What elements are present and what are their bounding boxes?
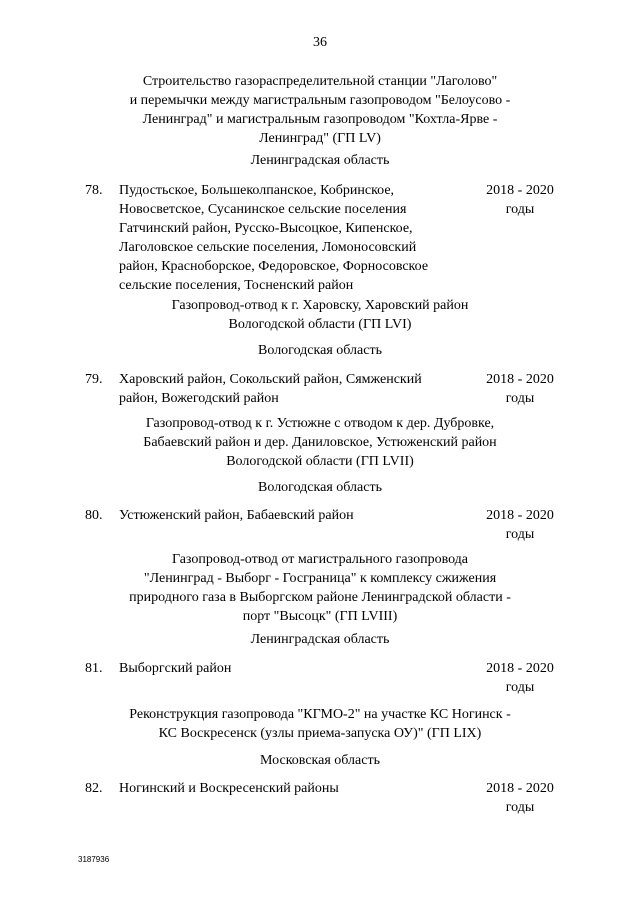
- entry-text-line: Устюженский район, Бабаевский район: [119, 508, 354, 523]
- heading-line: Газопровод-отвод к г. Устюжне с отводом к дер. Дубровке,: [145, 416, 495, 431]
- period-unit: годы: [505, 391, 535, 406]
- entry-number: 79.: [85, 372, 103, 387]
- entry-text: [119, 181, 464, 295]
- region-name: Ленинградская область: [250, 153, 390, 168]
- heading-line: Реконструкция газопровода "КГМО-2" на участке КС Ногинск -: [129, 707, 511, 722]
- entry-text-line: сельские поселения, Тосненский район: [119, 278, 354, 293]
- entry-text: [119, 506, 464, 525]
- entry-text-line: Пудостьское, Большеколпанское, Кобринское,: [119, 183, 395, 198]
- heading-line: Бабаевский район и дер. Даниловское, Устюженский район: [143, 435, 497, 450]
- period-unit: годы: [505, 680, 535, 695]
- heading-line: Строительство газораспределительной станции "Лаголово": [142, 74, 498, 89]
- entry-period: [478, 779, 562, 817]
- entry-text-line: Харовский район, Сокольский район, Сямженский: [119, 372, 422, 387]
- section-heading: [80, 72, 560, 148]
- entry-period: [478, 659, 562, 697]
- heading-line: и перемычки между магистральным газопроводом "Белоусово -: [129, 93, 511, 108]
- heading-line: Вологодской области (ГП LVI): [228, 317, 412, 332]
- entry-text-line: Новосветское, Сусанинское сельские поселения: [119, 202, 407, 217]
- page-number: 36: [313, 35, 327, 50]
- period-range: 2018 - 2020: [486, 508, 554, 523]
- entry-number: 80.: [85, 508, 103, 523]
- entry-text: [119, 659, 464, 678]
- heading-line: Ленинград" и магистральным газопроводом "Кохтла-Ярве -: [142, 112, 498, 127]
- entry-period: [478, 370, 562, 408]
- heading-line: Вологодской области (ГП LVII): [226, 454, 414, 469]
- heading-line: Газопровод-отвод от магистрального газопровода: [171, 552, 469, 567]
- region-name: Московская область: [260, 753, 380, 768]
- entry-period: [478, 506, 562, 544]
- period-range: 2018 - 2020: [486, 183, 554, 198]
- entry-period: [478, 181, 562, 219]
- entry-text-line: Ногинский и Воскресенский районы: [119, 781, 339, 796]
- entry-text-line: Лаголовское сельские поселения, Ломоносовский: [119, 240, 417, 255]
- region-name: Вологодская область: [258, 343, 382, 358]
- region-name: Вологодская область: [258, 480, 382, 495]
- period-range: 2018 - 2020: [486, 661, 554, 676]
- heading-line: КС Воскресенск (узлы приема-запуска ОУ)" (ГП LIX): [158, 726, 482, 741]
- heading-line: порт "Высоцк" (ГП LVIII): [242, 609, 398, 624]
- heading-line: Газопровод-отвод к г. Харовску, Харовский район: [171, 298, 469, 313]
- heading-line: природного газа в Выборгском районе Ленинградской области -: [129, 590, 511, 605]
- period-range: 2018 - 2020: [486, 372, 554, 387]
- entry-text-line: Гатчинский район, Русско-Высоцкое, Кипенское,: [119, 221, 413, 236]
- section-heading: [80, 296, 560, 334]
- section-heading: [80, 414, 560, 471]
- document-code: 3187936: [78, 855, 110, 864]
- section-heading: [80, 705, 560, 743]
- entry-text: [119, 370, 464, 408]
- period-unit: годы: [505, 800, 535, 815]
- region-name: Ленинградская область: [250, 632, 390, 647]
- entry-number: 81.: [85, 661, 103, 676]
- entry-text-line: район, Вожегодский район: [119, 391, 279, 406]
- heading-line: "Ленинград - Выборг - Госграница" к комплексу сжижения: [143, 571, 497, 586]
- period-unit: годы: [505, 202, 535, 217]
- entry-text-line: район, Красноборское, Федоровское, Форносовское: [119, 259, 429, 274]
- entry-text-line: Выборгский район: [119, 661, 232, 676]
- heading-line: Ленинград" (ГП LV): [259, 131, 381, 146]
- entry-number: 78.: [85, 183, 103, 198]
- entry-text: [119, 779, 464, 798]
- entry-number: 82.: [85, 781, 103, 796]
- section-heading: [80, 550, 560, 626]
- period-range: 2018 - 2020: [486, 781, 554, 796]
- period-unit: годы: [505, 527, 535, 542]
